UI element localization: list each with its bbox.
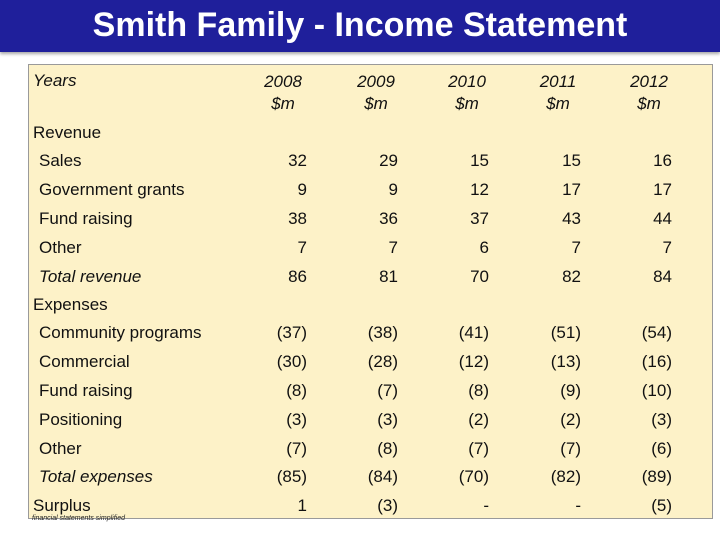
row-label: Surplus xyxy=(33,496,91,515)
table-row xyxy=(29,151,712,177)
cell-value: 44 xyxy=(653,209,672,228)
cell-value: (3) xyxy=(377,410,398,429)
row-label: Other xyxy=(39,439,82,458)
cell-value: (3) xyxy=(377,496,398,515)
cell-value: 6 xyxy=(479,238,489,257)
cell-value: (7) xyxy=(377,381,398,400)
cell-value: (7) xyxy=(286,439,307,458)
surplus-row xyxy=(29,496,712,522)
unit-label: $m xyxy=(637,94,661,113)
cell-value: (30) xyxy=(276,352,307,371)
cell-value: (8) xyxy=(286,381,307,400)
year-label: 2012 xyxy=(630,72,668,91)
cell-value: (13) xyxy=(550,352,581,371)
table-row xyxy=(29,209,712,235)
cell-value: (2) xyxy=(560,410,581,429)
row-label: Other xyxy=(39,238,82,257)
year-label: 2011 xyxy=(539,72,577,91)
cell-value: (70) xyxy=(458,467,489,486)
cell-value: (2) xyxy=(468,410,489,429)
year-header xyxy=(609,71,689,115)
cell-value: - xyxy=(575,496,581,515)
row-label: Commercial xyxy=(39,352,130,371)
table-row xyxy=(29,180,712,206)
cell-value: (3) xyxy=(651,410,672,429)
revenue-heading: Revenue xyxy=(33,123,102,142)
year-header xyxy=(243,71,323,115)
cell-value: (7) xyxy=(468,439,489,458)
cell-value: 15 xyxy=(562,151,581,170)
cell-value: 36 xyxy=(379,209,398,228)
cell-value: 7 xyxy=(388,238,398,257)
cell-value: (3) xyxy=(286,410,307,429)
cell-value: (6) xyxy=(651,439,672,458)
years-label: Years xyxy=(33,71,77,90)
cell-value: 1 xyxy=(297,496,307,515)
cell-value: (84) xyxy=(367,467,398,486)
cell-value: (7) xyxy=(560,439,581,458)
row-label: Government grants xyxy=(39,180,185,199)
cell-value: 7 xyxy=(571,238,581,257)
cell-value: (8) xyxy=(377,439,398,458)
row-label: Fund raising xyxy=(39,381,133,400)
cell-value: - xyxy=(483,496,489,515)
year-header xyxy=(427,71,507,115)
table-row xyxy=(29,238,712,264)
unit-label: $m xyxy=(546,94,570,113)
cell-value: (82) xyxy=(550,467,581,486)
cell-value: (38) xyxy=(367,323,398,342)
cell-value: 17 xyxy=(562,180,581,199)
cell-value: 17 xyxy=(653,180,672,199)
cell-value: (37) xyxy=(276,323,307,342)
cell-value: 37 xyxy=(470,209,489,228)
cell-value: 32 xyxy=(288,151,307,170)
cell-value: (5) xyxy=(651,496,672,515)
cell-value: (51) xyxy=(550,323,581,342)
page-title: Smith Family - Income Statement xyxy=(92,6,628,44)
year-header xyxy=(336,71,416,115)
cell-value: (85) xyxy=(276,467,307,486)
unit-label: $m xyxy=(455,94,479,113)
cell-value: 70 xyxy=(470,267,489,286)
cell-value: 81 xyxy=(379,267,398,286)
cell-value: (16) xyxy=(641,352,672,371)
cell-value: (41) xyxy=(458,323,489,342)
unit-label: $m xyxy=(271,94,295,113)
row-label: Total revenue xyxy=(39,267,142,286)
cell-value: (8) xyxy=(468,381,489,400)
row-label: Positioning xyxy=(39,410,123,429)
row-label: Total expenses xyxy=(39,467,153,486)
cell-value: 7 xyxy=(662,238,672,257)
cell-value: (12) xyxy=(458,352,489,371)
unit-label: $m xyxy=(364,94,388,113)
cell-value: (10) xyxy=(641,381,672,400)
row-label: Sales xyxy=(39,151,82,170)
cell-value: 15 xyxy=(470,151,489,170)
cell-value: 7 xyxy=(297,238,307,257)
cell-value: 43 xyxy=(562,209,581,228)
table-row xyxy=(29,439,712,465)
cell-value: 86 xyxy=(288,267,307,286)
cell-value: 82 xyxy=(562,267,581,286)
cell-value: (28) xyxy=(367,352,398,371)
total-expenses-row xyxy=(29,467,712,493)
cell-value: 16 xyxy=(653,151,672,170)
expenses-heading: Expenses xyxy=(33,295,108,314)
table-row xyxy=(29,410,712,436)
row-label: Community programs xyxy=(39,323,202,342)
cell-value: 12 xyxy=(470,180,489,199)
row-label: Fund raising xyxy=(39,209,133,228)
cell-value: 9 xyxy=(388,180,398,199)
income-statement-table xyxy=(28,64,713,519)
cell-value: 38 xyxy=(288,209,307,228)
cell-value: 29 xyxy=(379,151,398,170)
cell-value: (9) xyxy=(560,381,581,400)
footnote: financial statements simplified xyxy=(32,515,125,522)
table-row xyxy=(29,381,712,407)
table-row xyxy=(29,323,712,349)
year-label: 2008 xyxy=(264,72,302,91)
cell-value: 9 xyxy=(297,180,307,199)
year-header xyxy=(518,71,598,115)
cell-value: (89) xyxy=(641,467,672,486)
table-row xyxy=(29,352,712,378)
cell-value: 84 xyxy=(653,267,672,286)
year-label: 2009 xyxy=(357,72,395,91)
cell-value: (54) xyxy=(641,323,672,342)
total-revenue-row xyxy=(29,267,712,293)
year-label: 2010 xyxy=(448,72,486,91)
